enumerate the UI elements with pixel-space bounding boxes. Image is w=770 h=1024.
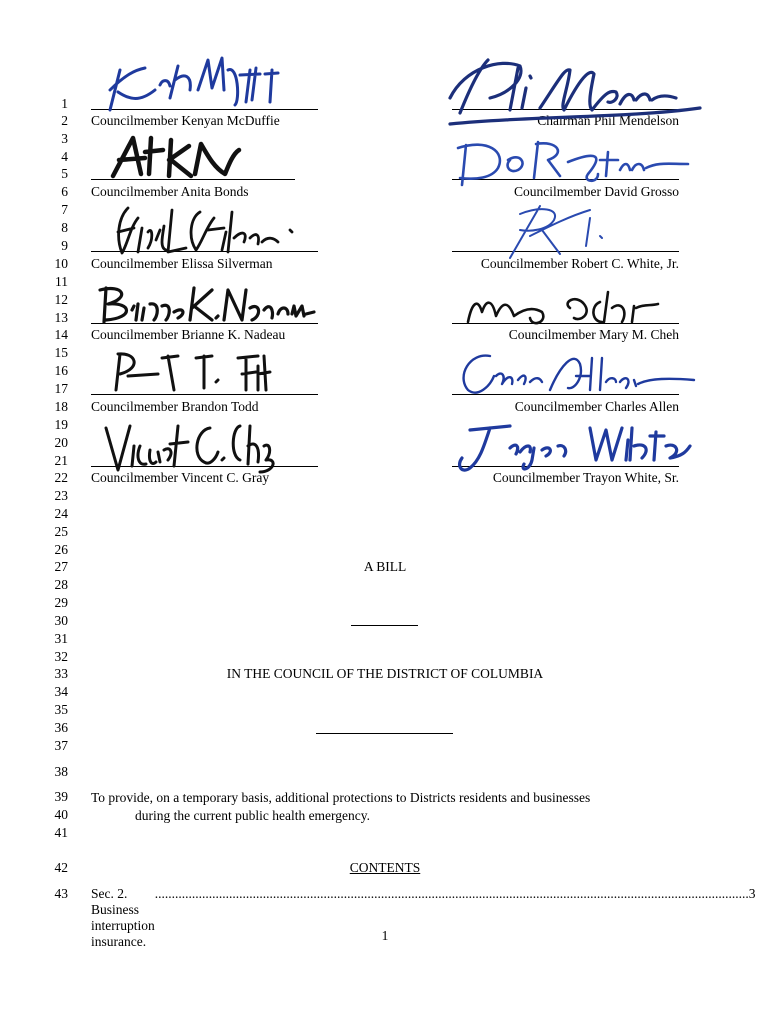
line-number: 19 (54, 417, 68, 432)
signature-bonds (105, 128, 245, 188)
line-number: 27 (54, 559, 68, 574)
line-number: 20 (54, 435, 68, 450)
line-number: 30 (54, 613, 68, 628)
signatory-name-nadeau: Councilmember Brianne K. Nadeau (91, 327, 286, 342)
signatory-name-grosso: Councilmember David Grosso (514, 184, 679, 199)
signature-trayon-white (450, 416, 700, 480)
contents-heading-text: CONTENTS (349, 860, 421, 875)
signatory-name-allen: Councilmember Charles Allen (514, 399, 679, 414)
line-number: 16 (54, 363, 68, 378)
line-number: 31 (54, 631, 68, 646)
line-number: 21 (54, 453, 68, 468)
line-number: 7 (61, 202, 68, 217)
bill-number-rule (351, 625, 418, 626)
line-number: 11 (55, 274, 68, 289)
signature-nadeau (94, 280, 324, 330)
page-number: 1 (381, 928, 389, 943)
signatory-name-mcduffie: Councilmember Kenyan McDuffie (91, 113, 280, 128)
signatory-name-cheh: Councilmember Mary M. Cheh (508, 327, 679, 342)
bill-purpose-line-2: during the current public health emergency. (135, 808, 371, 823)
signature-mendelson (430, 38, 710, 128)
line-number: 17 (54, 381, 68, 396)
line-number: 12 (54, 292, 68, 307)
line-number: 32 (54, 649, 68, 664)
line-number: 26 (54, 542, 68, 557)
line-number: 38 (54, 764, 68, 779)
bill-purpose (91, 789, 679, 825)
signature-white-jr (490, 196, 620, 262)
line-number: 6 (61, 184, 68, 199)
line-number: 33 (54, 666, 68, 681)
line-number: 37 (54, 738, 68, 753)
line-number: 28 (54, 577, 68, 592)
line-number: 39 (54, 789, 68, 804)
signature-grosso (448, 130, 698, 190)
line-number: 2 (61, 113, 68, 128)
signature-mcduffie (100, 40, 300, 120)
council-heading: IN THE COUNCIL OF THE DISTRICT OF COLUMBIA (226, 666, 544, 681)
line-number: 35 (54, 702, 68, 717)
signatory-name-white-jr: Councilmember Robert C. White, Jr. (480, 256, 679, 271)
toc-entry-page: 3 (748, 886, 756, 901)
line-number: 40 (54, 807, 68, 822)
signatory-name-gray: Councilmember Vincent C. Gray (91, 470, 270, 485)
bill-purpose-line-1: To provide, on a temporary basis, additional protections to Districts residents and businesses (91, 790, 591, 805)
line-number: 18 (54, 399, 68, 414)
line-number: 8 (61, 220, 68, 235)
line-number: 42 (54, 860, 68, 875)
line-number: 25 (54, 524, 68, 539)
line-number: 22 (54, 470, 68, 485)
line-number: 29 (54, 595, 68, 610)
signature-cheh (462, 282, 692, 332)
contents-heading (91, 860, 679, 876)
line-number: 9 (61, 238, 68, 253)
date-rule (316, 733, 453, 734)
signatory-name-todd: Councilmember Brandon Todd (91, 399, 259, 414)
signatory-name-white-sr: Councilmember Trayon White, Sr. (492, 470, 679, 485)
signatory-name-silverman: Councilmember Elissa Silverman (91, 256, 273, 271)
line-number: 5 (61, 166, 68, 181)
line-number: 15 (54, 345, 68, 360)
line-number: 36 (54, 720, 68, 735)
bill-title: A BILL (363, 559, 407, 574)
line-number: 23 (54, 488, 68, 503)
line-number: 13 (54, 310, 68, 325)
line-number: 1 (61, 96, 68, 111)
signatory-name-mendelson: Chairman Phil Mendelson (537, 113, 679, 128)
line-number: 43 (54, 886, 68, 901)
signature-silverman (108, 198, 298, 260)
signature-todd (108, 346, 288, 398)
line-number: 41 (54, 825, 68, 840)
line-number: 10 (54, 256, 68, 271)
line-number: 34 (54, 684, 68, 699)
line-number: 4 (61, 149, 68, 164)
line-number: 24 (54, 506, 68, 521)
toc-leader-dots: ................................................................................................................................................................................ (154, 886, 749, 901)
line-number: 14 (54, 327, 68, 342)
signature-gray (100, 416, 290, 476)
signatory-name-bonds: Councilmember Anita Bonds (91, 184, 249, 199)
signature-allen (450, 346, 700, 400)
toc-entry-label[interactable]: Sec. 2. Business interruption insurance. (91, 886, 155, 949)
line-number: 3 (61, 131, 68, 146)
